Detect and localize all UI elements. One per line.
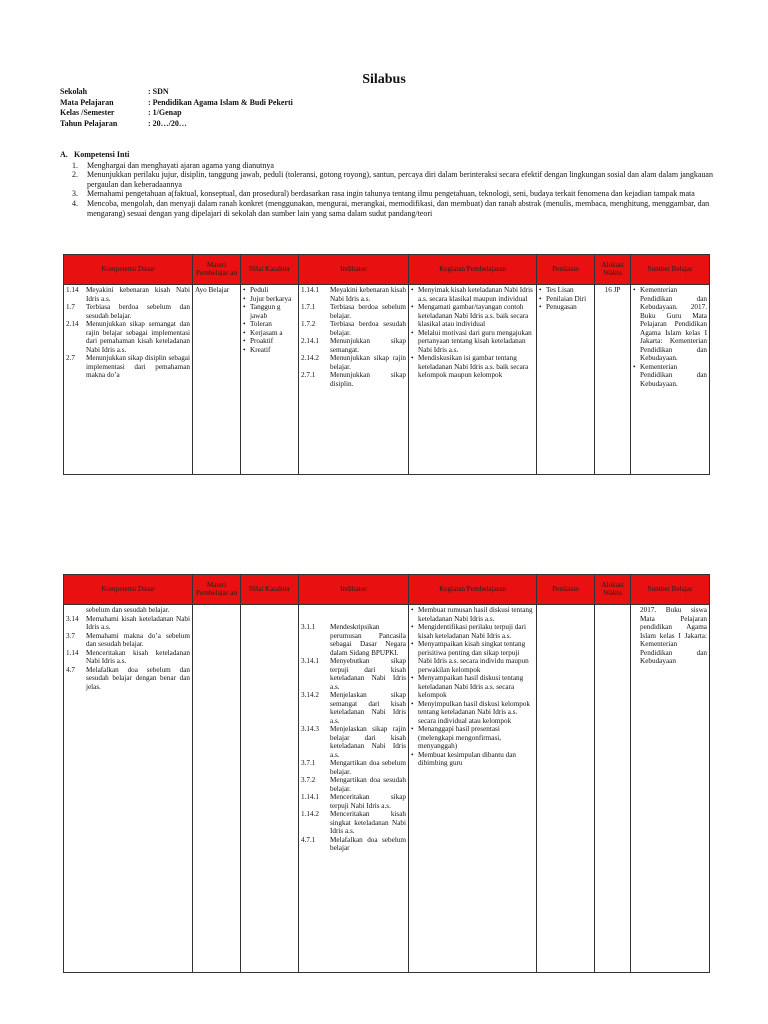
indikator-item	[301, 657, 406, 691]
cell-penilaian	[537, 605, 595, 973]
indikator-item	[301, 371, 406, 388]
kd-number: 4.7	[66, 665, 75, 674]
indikator-number: 3.7.2	[301, 776, 316, 784]
identity-block	[60, 87, 293, 129]
indikator-text: Meyakini kebenaran kisah Nabi Idris a.s.	[330, 286, 406, 303]
cell-kegiatan	[409, 285, 537, 475]
indikator-number: 2.14.1	[301, 337, 319, 345]
header-indikator: Indikator	[299, 575, 409, 605]
penilaian-item: • Penilaian Diri	[539, 295, 592, 304]
meta-row-tahun	[60, 119, 293, 130]
kd-item	[66, 354, 190, 380]
nilai-item: • Proaktif	[243, 337, 296, 346]
ki-text: Menunjukkan perilaku jujur, disiplin, tanggung jawab, peduli (toleransi, gotong royong), santun, percaya diri dalam berinteraksi secara efektif dengan lingkungan sosial dan alam dalam jangkauan pergaulan dan keberadaannya	[87, 170, 713, 189]
kd-text: Menunjukkan sikap disiplin sebagai implementasi dari pemahaman makna do’a	[86, 354, 190, 379]
indikator-text: Menunjukkan sikap disiplin.	[330, 371, 406, 388]
penilaian-item: • Penugasan	[539, 303, 592, 312]
meta-label: Kelas /Semester	[60, 108, 115, 117]
kegiatan-item: • Mengamati gambar/tayangan contoh keteladanan Nabi Idris a.s. baik secara klasikal atau individual	[411, 303, 534, 329]
ki-text: Mencoba, mengolah, dan menyaji dalam ranah konkret (menggunakan, mengurai, merangkai, memodifikasi, dan membuat) dan ranah abstrak (menulis, membaca, menghitung, menggambar, dan mengarang) sesuai dengan yang dipelajari di sekolah dan sumber lain yang sama dalam sudut pandang/teori	[87, 198, 710, 218]
meta-value: : 1/Genap	[148, 108, 182, 117]
kd-item	[66, 320, 190, 354]
cell-indikator	[299, 285, 409, 475]
meta-row-sekolah	[60, 87, 293, 98]
alokasi-text: 16 JP	[604, 286, 621, 294]
cell-nilai-karakter	[241, 605, 299, 973]
cell-nilai-karakter	[241, 285, 299, 475]
header-sumber: Sumber Belajar	[631, 575, 710, 605]
cell-kompetensi-dasar	[64, 605, 193, 973]
indikator-number: 4.7.1	[301, 835, 316, 844]
cell-alokasi	[595, 285, 631, 475]
nilai-item: • Tanggun g jawab	[243, 303, 296, 320]
indikator-text: Menunjukkan sikap rajin belajar.	[330, 354, 406, 371]
indikator-text: Melafalkan doa sebelum belajar	[330, 835, 406, 852]
indikator-item	[301, 623, 406, 657]
ki-number: 2.	[72, 170, 78, 180]
cell-penilaian	[537, 285, 595, 475]
nilai-item: • Kerjasam a	[243, 329, 296, 338]
header-kompetensi-dasar: Kompetensi Dasar	[64, 255, 193, 285]
meta-label: Mata Pelajaran	[60, 97, 114, 107]
kegiatan-item: • Mendiskusikan isi gambar tentang keteladanan Nabi Idris a.s. baik secara kelompok maupun kelompok	[411, 354, 534, 380]
indikator-text: Terbiasa berdoa sesudah belajar.	[330, 320, 406, 337]
kd-text: Menceritakan kisah keteladanan Nabi Idris a.s.	[86, 648, 190, 665]
indikator-text: Menunjukkan sikap semangat.	[330, 337, 406, 354]
indikator-item	[301, 286, 406, 303]
kegiatan-item: • Menanggapi hasil presentasi (melengkapi mengonfirmasi, menyanggah)	[411, 725, 534, 751]
indikator-item	[301, 354, 406, 371]
section-letter: A.	[60, 150, 68, 159]
sumber-item: • Kementerian Pendidikan dan Kebudayaan.	[633, 363, 707, 389]
meta-value: : SDN	[148, 87, 169, 96]
section-heading-text: Kompetensi Inti	[74, 150, 130, 159]
indikator-item	[301, 691, 406, 725]
header-penilaian: Penilaian	[537, 255, 595, 285]
nilai-item: • Kreatif	[243, 346, 296, 355]
kegiatan-item: • Menyimpulkan hasil diskusi kelompok tentang keteladanan Nabi Idris a.s. secara individual atau kelompok	[411, 700, 534, 726]
kd-number: 3.14	[66, 614, 79, 623]
indikator-item	[301, 337, 406, 354]
kd-continuation: sebelum dan sesudah belajar.	[86, 606, 170, 614]
indikator-number: 2.7.1	[301, 371, 316, 379]
kegiatan-item: • Menyampaikan hasil diskusi tentang keteladanan Nabi Idris a.s. secara kelompok	[411, 674, 534, 700]
kd-number: 1.7	[66, 303, 75, 311]
indikator-number: 3.14.3	[301, 725, 319, 733]
ki-item	[72, 199, 715, 218]
header-kegiatan: Kegiatan Pembelajaran	[409, 575, 537, 605]
indikator-text: Menceritakan sikap terpuji Nabi Idris a.s.	[330, 793, 406, 810]
indikator-item	[301, 759, 406, 776]
ki-text: Menghargai dan menghayati ajaran agama yang dianutnya	[87, 160, 274, 170]
table-row	[64, 285, 710, 475]
header-sumber: Sumber Belajar	[631, 255, 710, 285]
sumber-text: 2017. Buku siswa Mata Pelajaran pendidikan Agama Islam kelas I Jakarta: Kementerian Pendidikan dan Kebudayaan	[640, 606, 707, 665]
nilai-list	[243, 286, 296, 354]
kd-text: Memahami makna do’a sebelum dan sesudah belajar.	[86, 631, 190, 648]
meta-value: : Pendidikan Agama Islam & Budi Pekerti	[148, 97, 293, 107]
kegiatan-item: • Membuat kesimpulan dibantu dan dibimbing guru	[411, 751, 534, 768]
ki-number: 1.	[72, 160, 78, 170]
indikator-item	[301, 776, 406, 793]
meta-label: Tahun Pelajaran	[60, 118, 118, 128]
nilai-item: • Toleran	[243, 320, 296, 329]
ki-item	[72, 170, 715, 189]
header-alokasi: Alokasi Waktu	[595, 255, 631, 285]
meta-value: : 20…/20…	[148, 118, 187, 128]
meta-row-mapel	[60, 98, 293, 109]
header-kompetensi-dasar: Kompetensi Dasar	[64, 575, 193, 605]
document-title: Silabus	[362, 72, 406, 87]
kegiatan-item: • Menyimak kisah keteladanan Nabi Idris a.s. secara klasikal maupun individual	[411, 286, 534, 303]
indikator-number: 1.14.1	[301, 793, 319, 801]
cell-indikator	[299, 605, 409, 973]
indikator-number: 3.14.2	[301, 691, 319, 699]
meta-row-kelas	[60, 108, 293, 119]
indikator-number: 1.14.1	[301, 286, 319, 294]
header-nilai-karakter: Nilai Karakter	[241, 255, 299, 285]
indikator-item	[301, 810, 406, 836]
ki-number: 3.	[72, 189, 78, 199]
kd-number: 2.14	[66, 320, 79, 328]
table-header-row	[64, 575, 710, 605]
sumber-item: • Kementerian Pendidikan dan Kebudayaan. 2017. Buku Guru Mata Pelajaran Pendidikan Agama Islam kelas I Jakarta: Kementerian Pendidikan dan Kebudayaan.	[633, 286, 707, 363]
materi-text: Ayo Belajar	[195, 286, 230, 294]
kd-number: 2.7	[66, 354, 75, 362]
kd-item	[66, 666, 190, 692]
kd-text: Menunjukkan sikap semangat dan rajin belajar sebagai implementasi dari pemahaman kisah keteladanan Nabi Idris a.s.	[86, 320, 190, 354]
kd-item	[66, 632, 190, 649]
indikator-text: Terbiasa berdoa sebelum belajar.	[330, 303, 406, 320]
indikator-item	[301, 320, 406, 337]
ki-item	[72, 161, 715, 171]
indikator-number: 3.14.1	[301, 657, 319, 665]
indikator-item	[301, 303, 406, 320]
cell-sumber	[631, 285, 710, 475]
indikator-text: Menjelaskan sikap semangat dari kisah keteladanan Nabi Idris a.s.	[330, 691, 406, 725]
indikator-number: 1.7.1	[301, 303, 316, 311]
ki-number: 4.	[72, 198, 78, 208]
indikator-number: 3.1.1	[301, 623, 316, 631]
header-materi: Materi Pembelajar an	[193, 255, 241, 285]
cell-materi	[193, 285, 241, 475]
nilai-item: • Peduli	[243, 286, 296, 295]
section-heading	[60, 150, 715, 160]
cell-kegiatan	[409, 605, 537, 973]
kd-number: 1.14	[66, 648, 79, 657]
kd-item	[66, 649, 190, 666]
indikator-text: Mendeskripsikan perumusan Pancasila sebagai Dasar Negara dalam Sidang BPUPKI.	[330, 623, 406, 657]
meta-label: Sekolah	[60, 87, 88, 96]
indikator-text: Mengartikan doa sesudah belajar.	[330, 776, 406, 793]
indikator-number: 1.14.2	[301, 810, 319, 818]
kd-item	[66, 615, 190, 632]
indikator-item	[301, 793, 406, 810]
indikator-number: 2.14.2	[301, 354, 319, 362]
kd-number: 3.7	[66, 631, 75, 640]
cell-kompetensi-dasar	[64, 285, 193, 475]
kegiatan-item: • Membuat rumusan hasil diskusi tentang keteladanan Nabi Idris a.s.	[411, 606, 534, 623]
table-row	[64, 605, 710, 973]
indikator-text: Menyebutkan sikap terpuji dari kisah keteladanan Nabi Idris a.s.	[330, 657, 406, 691]
header-indikator: Indikator	[299, 255, 409, 285]
kd-text: Memahami kisah keteladanan Nabi Idris a.s.	[86, 614, 190, 631]
indikator-number: 3.7.1	[301, 759, 316, 767]
cell-materi	[193, 605, 241, 973]
kd-item	[66, 286, 190, 303]
kd-number: 1.14	[66, 286, 79, 294]
cell-alokasi	[595, 605, 631, 973]
header-penilaian: Penilaian	[537, 575, 595, 605]
indikator-text: Menjelaskan sikap rajin belajar dari kisah keteladanan Nabi Idris a.s.	[330, 725, 406, 759]
cell-sumber	[631, 605, 710, 973]
nilai-item: • Jujur berkarya	[243, 295, 296, 304]
header-kegiatan: Kegiatan Pembelajaran	[409, 255, 537, 285]
kd-item	[66, 303, 190, 320]
penilaian-list	[539, 286, 592, 312]
indikator-text: Menceritakan kisah singkat keteladanan Nabi Idris a.s.	[330, 810, 406, 835]
ki-text: Memahami pengetahuan a(faktual, konseptual, dan prosedural) berdasarkan rasa ingin tahunya tentang ilmu pengetahuan, teknologi, seni, budaya terkait fenomena dan kejadian tampak mata	[87, 189, 695, 199]
indikator-text: Mengartikan doa sebelum belajar.	[330, 759, 406, 776]
syllabus-table-1	[63, 254, 710, 475]
kegiatan-item: • Melalui motivasi dari guru mengajukan pertanyaan tentang kisah keteladanan Nabi Idris a.s.	[411, 329, 534, 355]
header-materi: Materi Pembelajar an	[193, 575, 241, 605]
ki-item	[72, 189, 715, 199]
indikator-item	[301, 836, 406, 853]
sumber-list	[633, 286, 707, 388]
kd-text: Terbiasa berdoa sebelum dan sesudah belajar.	[86, 303, 190, 320]
table-header-row	[64, 255, 710, 285]
indikator-number: 1.7.2	[301, 320, 316, 328]
kegiatan-list	[411, 286, 534, 380]
penilaian-item: • Tes Lisan	[539, 286, 592, 295]
kompetensi-inti-section	[60, 150, 715, 218]
header-nilai-karakter: Nilai Karakter	[241, 575, 299, 605]
indikator-item	[301, 725, 406, 759]
kd-text: Meyakini kebenaran kisah Nabi Idris a.s.	[86, 286, 190, 303]
kegiatan-item: • Mengidentifikasi perilaku terpuji dari kisah keteladanan Nabi Idris a.s.	[411, 623, 534, 640]
kegiatan-list	[411, 606, 534, 768]
header-alokasi: Alokasi Waktu	[595, 575, 631, 605]
kegiatan-item: • Menyampaikan kisah singkat tentang perisitiwa penting dan sikap terpuji Nabi Idris a.s. secara individu maupun perwakilan kelompok	[411, 640, 534, 674]
kd-text: Melafalkan doa sebelum dan sesudah belajar dengan benar dan jelas.	[86, 665, 190, 691]
syllabus-table-2	[63, 574, 710, 973]
